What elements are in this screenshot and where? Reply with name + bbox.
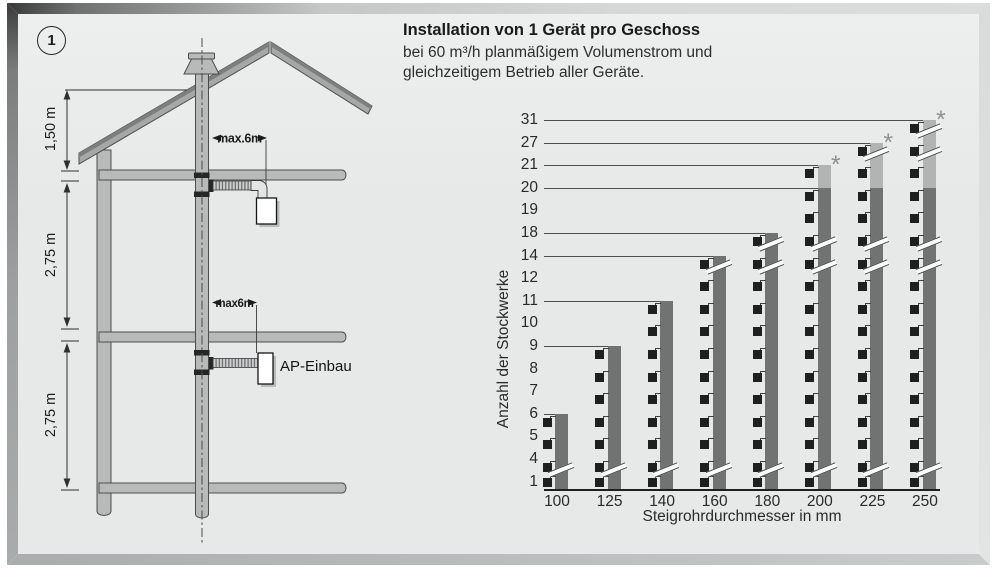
y-tick-label: 10 bbox=[520, 314, 538, 332]
device-square bbox=[753, 395, 762, 404]
y-tick-label: 14 bbox=[520, 246, 538, 264]
device-square bbox=[648, 395, 657, 404]
chart-subtitle-line1: bei 60 m³/h planmäßigem Volumenstrom und bbox=[403, 44, 713, 61]
device-square bbox=[648, 327, 657, 336]
grid-line bbox=[544, 346, 608, 347]
y-tick-label: 1 bbox=[529, 472, 538, 490]
device-square bbox=[910, 440, 919, 449]
device-square bbox=[858, 327, 867, 336]
device-square bbox=[700, 282, 709, 291]
x-tick-label: 250 bbox=[912, 493, 938, 510]
y-tick-label: 12 bbox=[520, 269, 538, 287]
bar bbox=[713, 256, 726, 489]
device-square bbox=[543, 418, 552, 427]
device-square bbox=[648, 440, 657, 449]
device-square bbox=[805, 169, 814, 178]
device-square bbox=[648, 350, 657, 359]
y-tick-label: 9 bbox=[529, 337, 538, 354]
device-square bbox=[805, 327, 814, 336]
x-tick-label: 140 bbox=[649, 493, 676, 510]
device-square bbox=[858, 192, 867, 201]
device-square bbox=[595, 418, 604, 427]
grid-line bbox=[544, 301, 660, 302]
bar bbox=[923, 188, 936, 489]
chart-baseline bbox=[544, 489, 940, 491]
grid-line bbox=[544, 188, 818, 189]
diagram-canvas bbox=[18, 14, 979, 554]
y-tick-label: 18 bbox=[520, 224, 538, 241]
dim-275-lower-label: 2,75 m bbox=[43, 392, 59, 438]
device-square bbox=[648, 478, 657, 487]
device-square bbox=[543, 440, 552, 449]
device-square bbox=[700, 418, 709, 427]
y-tick-label: 21 bbox=[520, 156, 538, 174]
frame-border-top bbox=[7, 3, 990, 14]
device-square bbox=[858, 282, 867, 291]
device-square bbox=[858, 373, 867, 382]
max6m-top-label: max.6m bbox=[217, 131, 262, 146]
chart-subtitle-line2: gleichzeitigem Betrieb aller Geräte. bbox=[403, 64, 645, 81]
device-square bbox=[805, 214, 814, 223]
dim-150-label: 1,50 m bbox=[43, 106, 59, 152]
x-tick-label: 225 bbox=[859, 493, 886, 510]
device-square bbox=[648, 418, 657, 427]
device-square bbox=[805, 373, 814, 382]
device-square bbox=[700, 350, 709, 359]
x-tick-label: 100 bbox=[544, 493, 570, 510]
frame-border-left bbox=[7, 3, 18, 565]
device-square bbox=[753, 373, 762, 382]
y-tick-label: 31 bbox=[520, 111, 538, 128]
device-square bbox=[753, 327, 762, 336]
device-square bbox=[700, 395, 709, 404]
device-square bbox=[858, 350, 867, 359]
device-square bbox=[858, 169, 867, 178]
bar bbox=[660, 301, 673, 489]
x-tick-label: 180 bbox=[754, 493, 781, 510]
device-square bbox=[595, 350, 604, 359]
device-square bbox=[753, 305, 762, 314]
max6m-mid-label: max6m bbox=[215, 297, 254, 310]
device-square bbox=[700, 373, 709, 382]
device-square bbox=[753, 350, 762, 359]
device-square bbox=[858, 478, 867, 487]
y-tick-label: 4 bbox=[529, 450, 538, 467]
y-tick-label: 11 bbox=[521, 291, 538, 309]
floors-vs-diameter-chart bbox=[18, 14, 979, 554]
device-square bbox=[805, 418, 814, 427]
device-square bbox=[805, 305, 814, 314]
device-square bbox=[910, 282, 919, 291]
asterisk-marker: * bbox=[883, 128, 894, 157]
device-square bbox=[543, 478, 552, 487]
grid-line bbox=[544, 256, 713, 257]
bar bbox=[555, 414, 568, 489]
y-tick-label: 8 bbox=[529, 359, 538, 377]
asterisk-marker: * bbox=[830, 151, 841, 180]
x-axis-title: Steigrohrdurchmesser in mm bbox=[642, 508, 842, 525]
device-square bbox=[648, 305, 657, 314]
device-square bbox=[700, 327, 709, 336]
dim-275-upper-label: 2,75 m bbox=[43, 232, 59, 278]
device-square bbox=[700, 440, 709, 449]
device-square bbox=[910, 373, 919, 382]
device-square bbox=[595, 440, 604, 449]
x-tick-label: 125 bbox=[596, 493, 623, 510]
device-square bbox=[595, 373, 604, 382]
device-square bbox=[910, 305, 919, 314]
frame-border-right bbox=[979, 3, 990, 565]
device-square bbox=[910, 478, 919, 487]
device-square bbox=[805, 192, 814, 201]
device-square bbox=[805, 478, 814, 487]
device-square bbox=[910, 169, 919, 178]
device-square bbox=[910, 214, 919, 223]
ap-einbau-label: AP-Einbau bbox=[280, 358, 352, 375]
device-square bbox=[910, 395, 919, 404]
bar bbox=[870, 188, 883, 489]
bar bbox=[818, 188, 831, 489]
device-square bbox=[595, 395, 604, 404]
device-square bbox=[858, 440, 867, 449]
device-square bbox=[805, 440, 814, 449]
device-square bbox=[648, 373, 657, 382]
device-square bbox=[910, 418, 919, 427]
x-tick-label: 160 bbox=[701, 493, 728, 510]
bar-segment-above-20 bbox=[818, 165, 831, 188]
device-square bbox=[805, 282, 814, 291]
asterisk-marker: * bbox=[935, 106, 946, 134]
device-square bbox=[910, 192, 919, 201]
device-square bbox=[595, 478, 604, 487]
device-square bbox=[753, 418, 762, 427]
device-square bbox=[858, 418, 867, 427]
device-square bbox=[805, 395, 814, 404]
frame-border-bottom bbox=[7, 554, 990, 565]
chart-title: Installation von 1 Gerät pro Geschoss bbox=[403, 21, 701, 39]
y-tick-label: 27 bbox=[520, 133, 538, 151]
y-tick-label: 6 bbox=[529, 404, 538, 422]
y-tick-label: 7 bbox=[529, 382, 538, 400]
y-axis-title: Anzahl der Stockwerke bbox=[495, 269, 512, 429]
device-square bbox=[805, 350, 814, 359]
device-square bbox=[700, 478, 709, 487]
grid-line bbox=[544, 120, 923, 121]
y-tick-label: 20 bbox=[520, 178, 538, 196]
device-square bbox=[858, 214, 867, 223]
y-tick-label: 19 bbox=[520, 201, 538, 219]
x-tick-label: 200 bbox=[806, 493, 833, 510]
y-tick-label: 5 bbox=[529, 427, 538, 445]
device-square bbox=[700, 305, 709, 314]
device-square bbox=[858, 305, 867, 314]
grid-line bbox=[544, 165, 818, 166]
device-square bbox=[753, 282, 762, 291]
grid-line bbox=[544, 143, 870, 144]
device-square bbox=[753, 478, 762, 487]
grid-line bbox=[544, 233, 765, 234]
grid-line bbox=[544, 414, 555, 415]
device-square bbox=[858, 395, 867, 404]
figure-number: 1 bbox=[47, 32, 56, 49]
device-square bbox=[910, 350, 919, 359]
device-square bbox=[910, 327, 919, 336]
device-square bbox=[753, 440, 762, 449]
